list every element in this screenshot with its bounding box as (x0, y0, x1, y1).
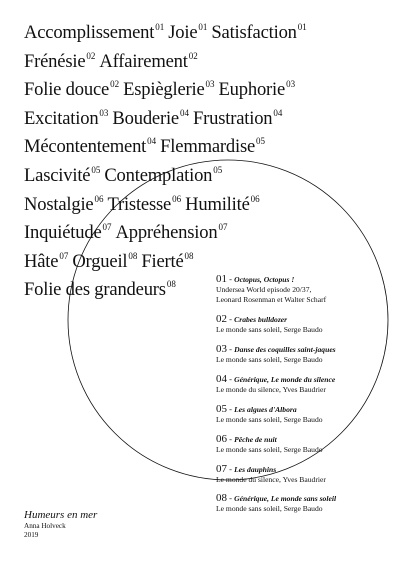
mood-line (24, 216, 394, 245)
track-item (216, 274, 396, 304)
mood-entry (219, 79, 296, 100)
track-separator: - (227, 403, 235, 414)
mood-word: Tristesse (107, 193, 172, 215)
track-item (216, 493, 396, 514)
track-title: Générique, Le monde sans soleil (234, 494, 337, 504)
mood-track-number: 02 (110, 79, 120, 90)
track-heading (216, 493, 396, 504)
mood-line (24, 130, 394, 159)
mood-track-number: 07 (59, 250, 69, 261)
mood-entry (24, 51, 95, 72)
track-separator: - (227, 433, 235, 444)
mood-word: Flemmardise (160, 136, 256, 158)
mood-word: Euphorie (218, 79, 286, 101)
mood-word: Appréhension (115, 222, 218, 244)
mood-track-number: 01 (297, 22, 307, 32)
mood-track-number: 06 (172, 193, 182, 204)
mood-line (24, 188, 394, 217)
colophon-title: Humeurs en mer (24, 509, 98, 521)
track-title: Danse des coquilles saint-jaques (234, 344, 336, 354)
mood-entry (24, 79, 119, 100)
track-title: Les algues d'Albora (234, 404, 297, 414)
track-heading (216, 434, 396, 445)
mood-entry (99, 51, 197, 72)
track-heading (216, 374, 396, 385)
mood-track-number: 07 (218, 222, 228, 233)
mood-entry (24, 194, 103, 215)
mood-line (24, 159, 394, 188)
mood-entry (123, 79, 214, 100)
track-credit: Undersea World episode 20/37, (216, 285, 312, 294)
mood-word: Nostalgie (24, 193, 94, 215)
track-heading (216, 464, 396, 475)
mood-word: Humilité (185, 193, 250, 215)
mood-entry (211, 22, 306, 43)
mood-entry (107, 194, 181, 215)
track-separator: - (227, 343, 235, 354)
mood-word: Excitation (24, 107, 99, 129)
track-heading (216, 314, 396, 325)
mood-list (24, 16, 394, 302)
mood-word: Folie douce (24, 79, 110, 101)
track-heading (216, 274, 396, 285)
track-number: 08 (216, 492, 227, 505)
track-item (216, 404, 396, 425)
mood-word: Joie (168, 22, 198, 43)
track-number: 06 (216, 432, 227, 445)
mood-word: Hâte (24, 250, 59, 272)
mood-entry (193, 108, 282, 129)
mood-track-number: 05 (91, 164, 101, 175)
track-title: Générique, Le monde du silence (234, 374, 336, 384)
mood-track-number: 04 (179, 107, 189, 118)
track-credit: Le monde sans soleil, Serge Baudo (216, 444, 323, 454)
mood-line (24, 245, 394, 274)
mood-entry (24, 108, 108, 129)
mood-word: Frustration (192, 107, 273, 129)
mood-entry (112, 108, 189, 129)
mood-word: Frénésie (24, 50, 86, 72)
mood-line (24, 16, 394, 45)
track-separator: - (227, 493, 235, 504)
mood-word: Lascivité (24, 164, 91, 186)
track-separator: - (227, 463, 235, 474)
mood-track-number: 06 (250, 193, 260, 204)
track-number: 02 (216, 312, 227, 325)
mood-entry (185, 194, 260, 215)
track-number: 01 (216, 273, 227, 285)
mood-line (24, 45, 394, 74)
mood-track-number: 02 (188, 50, 198, 61)
track-number: 05 (216, 402, 227, 415)
mood-entry (116, 222, 228, 243)
colophon-year: 2019 (24, 531, 39, 540)
track-title: Crabes bulldozer (234, 314, 288, 324)
mood-track-number: 01 (198, 22, 208, 32)
mood-word: Folie des grandeurs (24, 279, 166, 301)
mood-line (24, 102, 394, 131)
mood-entry (24, 279, 176, 300)
mood-word: Inquiétude (24, 222, 102, 244)
track-credit: Le monde du silence, Yves Baudrier (216, 474, 326, 484)
mood-track-number: 05 (213, 164, 223, 175)
track-separator: - (227, 274, 235, 284)
track-heading (216, 404, 396, 415)
mood-track-number: 04 (273, 107, 283, 118)
track-number: 03 (216, 342, 227, 355)
mood-track-number: 01 (155, 22, 165, 32)
track-credit: Le monde sans soleil, Serge Baudo (216, 354, 323, 364)
track-item (216, 434, 396, 455)
mood-line (24, 73, 394, 102)
mood-entry (24, 22, 164, 43)
mood-track-number: 08 (166, 279, 176, 290)
mood-track-number: 07 (102, 222, 112, 233)
track-credit: Leonard Rosenman et Walter Scharf (216, 294, 327, 304)
mood-word: Fierté (141, 250, 184, 272)
mood-word: Affairement (99, 50, 188, 72)
track-credit: Le monde sans soleil, Serge Baudo (216, 504, 323, 514)
mood-entry (24, 222, 112, 243)
track-item (216, 464, 396, 485)
colophon (24, 509, 97, 541)
mood-word: Contemplation (104, 164, 213, 186)
track-heading (216, 344, 396, 355)
mood-word: Satisfaction (211, 22, 297, 43)
mood-entry (160, 136, 265, 157)
mood-track-number: 03 (286, 79, 296, 90)
mood-word: Mécontentement (24, 136, 147, 158)
track-item (216, 374, 396, 395)
mood-entry (168, 22, 207, 43)
track-credit: Le monde sans soleil, Serge Baudo (216, 324, 323, 334)
mood-word: Espièglerie (123, 79, 205, 101)
mood-track-number: 02 (86, 50, 96, 61)
track-separator: - (227, 373, 235, 384)
track-item (216, 314, 396, 335)
mood-track-number: 06 (94, 193, 104, 204)
mood-entry (72, 251, 137, 272)
mood-word: Bouderie (112, 107, 179, 129)
track-list (216, 274, 396, 523)
track-separator: - (227, 313, 235, 324)
track-title: Les dauphins (234, 464, 277, 474)
track-title: Octopus, Octopus ! (234, 275, 295, 284)
mood-word: Accomplissement (24, 22, 155, 43)
mood-word: Orgueil (72, 250, 128, 272)
track-credit: Le monde sans soleil, Serge Baudo (216, 414, 323, 424)
mood-entry (141, 251, 193, 272)
track-number: 04 (216, 372, 227, 385)
track-number: 07 (216, 462, 227, 475)
colophon-author: Anna Holveck (24, 522, 66, 530)
mood-track-number: 03 (205, 79, 215, 90)
mood-track-number: 03 (99, 107, 109, 118)
mood-track-number: 08 (128, 250, 138, 261)
mood-track-number: 05 (256, 136, 266, 147)
mood-entry (24, 165, 100, 186)
mood-entry (24, 251, 68, 272)
mood-entry (24, 136, 156, 157)
mood-entry (104, 165, 222, 186)
track-credit: Le monde du silence, Yves Baudrier (216, 384, 326, 394)
track-item (216, 344, 396, 365)
mood-track-number: 08 (184, 250, 194, 261)
track-title: Pêche de nuit (234, 434, 277, 444)
mood-track-number: 04 (147, 136, 157, 147)
